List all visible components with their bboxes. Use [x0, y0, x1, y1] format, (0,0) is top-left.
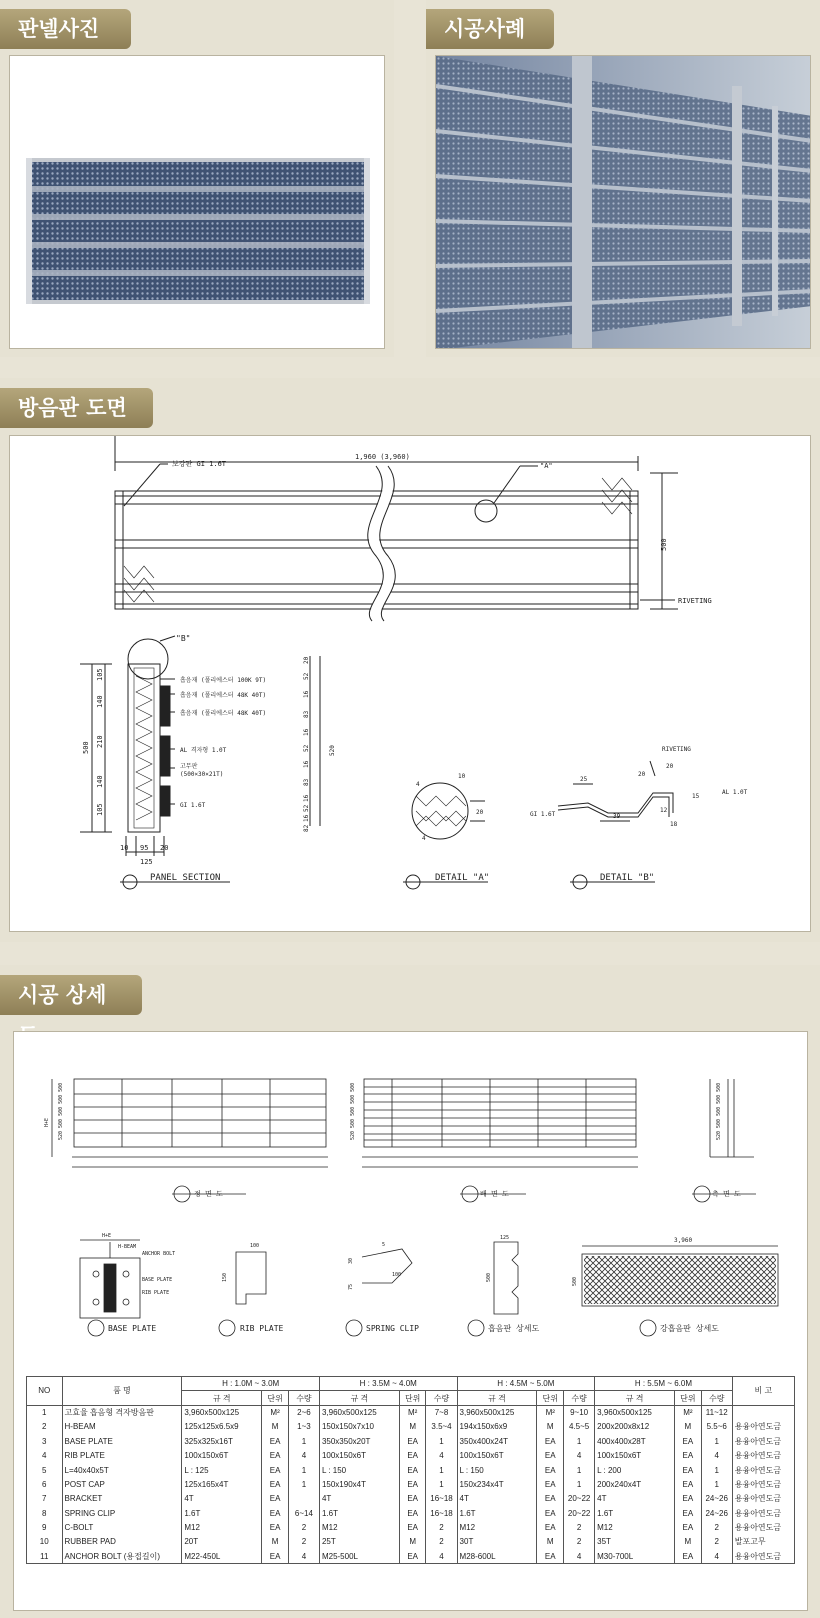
table-row	[27, 1520, 795, 1534]
group-header-4: H : 5.5M ~ 6.0M	[595, 1377, 733, 1391]
cell-qty: 24~26	[701, 1492, 732, 1506]
tab-panel-photo: 판넬사진	[0, 9, 131, 49]
cell-name: H-BEAM	[62, 1420, 182, 1434]
cell-unit: EA	[399, 1434, 426, 1448]
cell-unit: EA	[537, 1463, 564, 1477]
cell-spec: M12	[182, 1520, 262, 1534]
cell-qty: 1	[564, 1434, 595, 1448]
cell-qty: 2~6	[288, 1405, 319, 1419]
cell-unit: EA	[262, 1477, 289, 1491]
cell-spec: M30-700L	[595, 1549, 675, 1563]
cell-spec: 1.6T	[595, 1506, 675, 1520]
panel-dim-2: 500	[486, 1272, 492, 1282]
cell-spec: 1.6T	[457, 1506, 537, 1520]
mid-dim-2: 52	[303, 672, 310, 680]
cell-qty: 4.5~5	[564, 1420, 595, 1434]
cell-spec: 25T	[319, 1535, 399, 1549]
left-dim-1: 105	[96, 668, 104, 681]
mid-dim-1: 20	[303, 656, 310, 664]
clip-dim-4: 100	[392, 1272, 402, 1278]
cell-qty: 1	[701, 1463, 732, 1477]
left-dim-4: 140	[96, 775, 104, 788]
cell-qty: 1	[426, 1434, 457, 1448]
cell-qty: 1	[426, 1477, 457, 1491]
detail-b-dim-4: 20	[666, 763, 674, 770]
cell-spec: 350x400x24T	[457, 1434, 537, 1448]
panel-dim-1: 125	[500, 1235, 510, 1241]
table-row	[27, 1477, 795, 1491]
cell-spec: 200x240x4T	[595, 1477, 675, 1491]
cell-unit: EA	[399, 1448, 426, 1462]
cell-qty: 2	[288, 1520, 319, 1534]
cell-unit: EA	[675, 1549, 702, 1563]
header-name: 품 명	[62, 1377, 182, 1406]
cell-qty: 4	[288, 1549, 319, 1563]
left-total: 500	[82, 741, 90, 754]
mid-dim-7: 16	[303, 760, 310, 768]
tab-install-detail: 시공 상세	[0, 975, 142, 1015]
subheader-qty: 수량	[426, 1391, 457, 1405]
cell-name: C-BOLT	[62, 1520, 182, 1534]
cell-unit: EA	[675, 1506, 702, 1520]
long-panel-mesh	[584, 1256, 776, 1304]
install-detail-drawing	[14, 1032, 808, 1372]
cell-unit: M²	[537, 1405, 564, 1419]
mid-dim-8: 83	[303, 778, 310, 786]
cell-unit: M²	[399, 1405, 426, 1419]
cell-spec: 150x234x4T	[457, 1477, 537, 1491]
mid-dim-12: 82	[303, 824, 310, 832]
cell-no: 10	[27, 1535, 63, 1549]
section-label-3: 흡음재 (폴리에스터 48K 40T)	[180, 710, 267, 717]
detail-b-dim-7: 15	[692, 793, 700, 800]
table-row	[27, 1463, 795, 1477]
side-dims-back: 520 500 500 500 500	[350, 1082, 356, 1140]
clip-dim-2: 30	[348, 1257, 354, 1264]
cell-unit: EA	[262, 1506, 289, 1520]
gi-plate-label: 보강판 GI 1.6T	[172, 460, 227, 468]
subheader-qty: 수량	[701, 1391, 732, 1405]
cell-unit: M	[399, 1535, 426, 1549]
cell-name: ANCHOR BOLT (용접길이)	[62, 1549, 182, 1563]
section-label-4: AL 격자형 1.0T	[180, 747, 227, 754]
rib-dim-2: 150	[222, 1272, 228, 1282]
cell-unit: M	[537, 1420, 564, 1434]
rib-dim: 100	[250, 1243, 260, 1249]
cell-no: 4	[27, 1448, 63, 1462]
cell-unit: EA	[537, 1492, 564, 1506]
cell-name: POST CAP	[62, 1477, 182, 1491]
side-total-front: H+E	[44, 1117, 50, 1127]
mid-dim-10: 52	[303, 804, 310, 812]
cell-name: SPRING CLIP	[62, 1506, 182, 1520]
mid-dim-9: 16	[303, 794, 310, 802]
cell-qty: 4	[564, 1448, 595, 1462]
cell-spec: L : 125	[182, 1463, 262, 1477]
cell-note: 용융아연도금	[732, 1463, 794, 1477]
cell-unit: EA	[537, 1520, 564, 1534]
table-row	[27, 1492, 795, 1506]
cell-unit: EA	[399, 1506, 426, 1520]
cell-unit: EA	[537, 1434, 564, 1448]
cell-spec: 150x150x7x10	[319, 1420, 399, 1434]
cell-unit: EA	[262, 1492, 289, 1506]
group-header-3: H : 4.5M ~ 5.0M	[457, 1377, 595, 1391]
cell-spec: 3,960x500x125	[595, 1405, 675, 1419]
bottom-total: 125	[140, 858, 153, 866]
panel-photo-frame	[9, 55, 385, 349]
cell-qty: 4	[701, 1448, 732, 1462]
cell-qty: 9~10	[564, 1405, 595, 1419]
cell-spec: 1.6T	[319, 1506, 399, 1520]
install-case-image	[436, 56, 811, 349]
cell-spec: 3,960x500x125	[457, 1405, 537, 1419]
cell-qty: 16~18	[426, 1492, 457, 1506]
cell-qty: 2	[426, 1520, 457, 1534]
cell-spec: 35T	[595, 1535, 675, 1549]
detail-a-dim-3: 20	[476, 809, 484, 816]
install-case-frame	[435, 55, 811, 349]
cell-unit: M	[675, 1535, 702, 1549]
bottom-dim-1: 10	[120, 844, 129, 852]
cell-note: 용융아연도금	[732, 1492, 794, 1506]
cell-qty: 11~12	[701, 1405, 732, 1419]
detail-a-dim-4: 4	[422, 835, 426, 842]
detail-a-dim-1: 10	[458, 773, 466, 780]
detail-b-al-label: AL 1.0T	[722, 789, 748, 796]
subheader-unit: 단위	[675, 1391, 702, 1405]
cell-spec: 3,960x500x125	[319, 1405, 399, 1419]
cell-spec: 20T	[182, 1535, 262, 1549]
cell-unit: M	[537, 1535, 564, 1549]
base-text-1: H+E	[102, 1233, 112, 1239]
cell-spec: 150x190x4T	[319, 1477, 399, 1491]
panel-photo-image	[10, 56, 385, 349]
detail-b-dim-1: 25	[580, 776, 588, 783]
detail-a-dim-2: 4	[416, 781, 420, 788]
height-dimension: 500	[660, 538, 668, 551]
subheader-spec: 규 격	[319, 1391, 399, 1405]
cell-spec: 125x165x4T	[182, 1477, 262, 1491]
cell-qty: 2	[288, 1535, 319, 1549]
left-dim-3: 210	[96, 735, 104, 748]
cell-unit: EA	[537, 1549, 564, 1563]
cell-unit: EA	[399, 1520, 426, 1534]
table-row	[27, 1405, 795, 1419]
detail-b-marker: "B"	[176, 634, 191, 643]
title-detail-b: DETAIL "B"	[600, 873, 655, 883]
cell-qty	[288, 1492, 319, 1506]
cell-qty: 6~14	[288, 1506, 319, 1520]
title-detail-a: DETAIL "A"	[435, 873, 490, 883]
cell-no: 5	[27, 1463, 63, 1477]
cell-note	[732, 1405, 794, 1419]
cell-name: L=40x40x5T	[62, 1463, 182, 1477]
drawing-frame	[9, 435, 811, 932]
cell-spec: L : 200	[595, 1463, 675, 1477]
side-dims-side: 520 500 500 500 500	[716, 1082, 722, 1140]
subheader-unit: 단위	[399, 1391, 426, 1405]
cell-qty: 16~18	[426, 1506, 457, 1520]
table-row	[27, 1434, 795, 1448]
cell-note: 용융아연도금	[732, 1549, 794, 1563]
cell-no: 1	[27, 1405, 63, 1419]
table-row	[27, 1420, 795, 1434]
subheader-qty: 수량	[288, 1391, 319, 1405]
cell-spec: M12	[319, 1520, 399, 1534]
spec-table	[26, 1376, 795, 1564]
cell-note: 발포고무	[732, 1535, 794, 1549]
cell-spec: 1.6T	[182, 1506, 262, 1520]
section-label-2: 흡음재 (폴리에스터 48K 40T)	[180, 692, 267, 699]
cell-qty: 1	[288, 1463, 319, 1477]
detail-b-dim-6: 18	[670, 821, 678, 828]
cell-qty: 4	[426, 1549, 457, 1563]
label-long-panel: 강흡음판 상세도	[660, 1324, 719, 1333]
tab-drawing: 방음판 도면	[0, 388, 153, 428]
long-panel-dim-2: 500	[572, 1276, 578, 1286]
cell-unit: EA	[537, 1477, 564, 1491]
cell-spec: M25-500L	[319, 1549, 399, 1563]
cell-unit: M	[675, 1420, 702, 1434]
cell-spec: 4T	[319, 1492, 399, 1506]
title-panel-section: PANEL SECTION	[150, 873, 221, 883]
cell-unit: EA	[675, 1448, 702, 1462]
cell-qty: 1	[426, 1463, 457, 1477]
cell-note: 용융아연도금	[732, 1477, 794, 1491]
cell-spec: L : 150	[319, 1463, 399, 1477]
cell-unit: EA	[399, 1549, 426, 1563]
cell-unit: EA	[399, 1477, 426, 1491]
cell-unit: EA	[537, 1448, 564, 1462]
base-text-2: H-BEAM	[118, 1244, 137, 1250]
cell-qty: 4	[564, 1549, 595, 1563]
cell-note: 용융아연도금	[732, 1420, 794, 1434]
cell-unit: M	[262, 1535, 289, 1549]
cell-unit: EA	[675, 1477, 702, 1491]
section-label-1: 흡음재 (폴리에스터 100K 9T)	[180, 677, 267, 684]
cell-no: 7	[27, 1492, 63, 1506]
cell-no: 2	[27, 1420, 63, 1434]
cell-qty: 1	[701, 1477, 732, 1491]
cell-no: 11	[27, 1549, 63, 1563]
group-header-2: H : 3.5M ~ 4.0M	[319, 1377, 457, 1391]
cell-qty: 2	[564, 1520, 595, 1534]
cell-unit: M²	[675, 1405, 702, 1419]
cell-qty: 4	[288, 1448, 319, 1462]
mid-total: 520	[329, 745, 336, 756]
cell-unit: EA	[262, 1463, 289, 1477]
mid-dim-11: 16	[303, 814, 310, 822]
cell-spec: 400x400x28T	[595, 1434, 675, 1448]
cell-note: 용융아연도금	[732, 1506, 794, 1520]
cell-unit: EA	[262, 1520, 289, 1534]
cell-spec: 100x150x6T	[319, 1448, 399, 1462]
cell-unit: EA	[262, 1448, 289, 1462]
cell-name: 고효율 흡음형 격자방음판	[62, 1405, 182, 1419]
clip-dim-1: 5	[382, 1242, 386, 1248]
cell-spec: M12	[457, 1520, 537, 1534]
riveting-label: RIVETING	[678, 597, 712, 605]
cell-qty: 4	[701, 1549, 732, 1563]
table-row	[27, 1535, 795, 1549]
cell-qty: 20~22	[564, 1506, 595, 1520]
label-rib-plate: RIB PLATE	[240, 1324, 284, 1333]
cell-spec: 4T	[595, 1492, 675, 1506]
cell-unit: EA	[537, 1506, 564, 1520]
cell-no: 9	[27, 1520, 63, 1534]
cell-no: 8	[27, 1506, 63, 1520]
cell-spec: 3,960x500x125	[182, 1405, 262, 1419]
cell-qty: 2	[701, 1520, 732, 1534]
cell-spec: L : 150	[457, 1463, 537, 1477]
subheader-unit: 단위	[262, 1391, 289, 1405]
left-dim-2: 140	[96, 695, 104, 708]
section-label-7: GI 1.6T	[180, 802, 206, 809]
subheader-unit: 단위	[537, 1391, 564, 1405]
cell-spec: M28-600L	[457, 1549, 537, 1563]
cell-spec: 4T	[182, 1492, 262, 1506]
cell-spec: 100x150x6T	[457, 1448, 537, 1462]
cell-unit: EA	[675, 1463, 702, 1477]
group-header-1: H : 1.0M ~ 3.0M	[182, 1377, 320, 1391]
clip-dim-3: 75	[348, 1283, 354, 1290]
cell-qty: 2	[701, 1535, 732, 1549]
bottom-dim-3: 20	[160, 844, 169, 852]
detail-b-gi-label: GI 1.6T	[530, 811, 556, 818]
cell-unit: M	[262, 1420, 289, 1434]
cell-qty: 7~8	[426, 1405, 457, 1419]
cell-qty: 1	[564, 1463, 595, 1477]
view-side: 측 면 도	[712, 1190, 741, 1198]
cell-spec: 100x150x6T	[595, 1448, 675, 1462]
base-text-3: ANCHOR BOLT	[142, 1251, 176, 1257]
cell-qty: 5.5~6	[701, 1420, 732, 1434]
detail-b-dim-2: 39	[613, 813, 621, 820]
table-row	[27, 1506, 795, 1520]
cell-unit: M²	[262, 1405, 289, 1419]
width-dimension: 1,960 (3,960)	[355, 453, 410, 461]
view-back: 배 면 도	[480, 1190, 509, 1198]
cell-spec: 325x325x16T	[182, 1434, 262, 1448]
cell-unit: EA	[262, 1434, 289, 1448]
cell-qty: 1	[564, 1477, 595, 1491]
section-label-5: 고무판	[180, 763, 198, 770]
detail-b-dim-3: 20	[638, 771, 646, 778]
label-base-plate: BASE PLATE	[108, 1324, 157, 1333]
cell-name: RIB PLATE	[62, 1448, 182, 1462]
cell-unit: EA	[675, 1520, 702, 1534]
cell-spec: 125x125x6.5x9	[182, 1420, 262, 1434]
mid-dim-3: 16	[303, 690, 310, 698]
cell-qty: 1	[701, 1434, 732, 1448]
cell-no: 6	[27, 1477, 63, 1491]
view-front: 정 면 도	[194, 1190, 223, 1198]
bottom-dim-2: 95	[140, 844, 149, 852]
table-row	[27, 1448, 795, 1462]
cell-spec: 350x350x20T	[319, 1434, 399, 1448]
detail-b-riveting: RIVETING	[662, 746, 691, 753]
cell-spec: 200x200x8x12	[595, 1420, 675, 1434]
cell-note: 용융아연도금	[732, 1434, 794, 1448]
header-note: 비 고	[732, 1377, 794, 1406]
cell-qty: 3.5~4	[426, 1420, 457, 1434]
cell-name: BRACKET	[62, 1492, 182, 1506]
cell-qty: 24~26	[701, 1506, 732, 1520]
cell-qty: 2	[564, 1535, 595, 1549]
subheader-spec: 규 격	[457, 1391, 537, 1405]
tab-install-case: 시공사례	[426, 9, 554, 49]
cell-note: 용융아연도금	[732, 1448, 794, 1462]
cell-unit: EA	[399, 1463, 426, 1477]
detail-a-marker: "A"	[540, 462, 553, 470]
cell-unit: EA	[262, 1549, 289, 1563]
cell-spec: 100x150x6T	[182, 1448, 262, 1462]
side-dims-front: 520 500 500 500 500	[58, 1082, 64, 1140]
mid-dim-5: 16	[303, 728, 310, 736]
cell-qty: 1	[288, 1477, 319, 1491]
cell-spec: M22-450L	[182, 1549, 262, 1563]
subheader-spec: 규 격	[182, 1391, 262, 1405]
base-text-5: RIB PLATE	[142, 1290, 170, 1296]
cell-spec: M12	[595, 1520, 675, 1534]
cell-unit: EA	[675, 1492, 702, 1506]
subheader-spec: 규 격	[595, 1391, 675, 1405]
base-text-4: BASE PLATE	[142, 1277, 173, 1283]
cell-qty: 2	[426, 1535, 457, 1549]
detail-b-dim-5: 12	[660, 807, 668, 814]
cell-name: BASE PLATE	[62, 1434, 182, 1448]
cell-unit: EA	[399, 1492, 426, 1506]
cell-name: RUBBER PAD	[62, 1535, 182, 1549]
cell-unit: M	[399, 1420, 426, 1434]
noise-panel-drawing	[10, 436, 811, 932]
header-no: NO	[27, 1377, 63, 1406]
table-row	[27, 1549, 795, 1563]
cell-spec: 194x150x6x9	[457, 1420, 537, 1434]
cell-qty: 1	[288, 1434, 319, 1448]
long-panel-dim-1: 3,960	[674, 1237, 693, 1244]
mid-dim-6: 52	[303, 744, 310, 752]
cell-qty: 1~3	[288, 1420, 319, 1434]
cell-unit: EA	[675, 1434, 702, 1448]
left-dim-5: 105	[96, 803, 104, 816]
section-label-6: (500×30×21T)	[180, 771, 224, 778]
cell-qty: 20~22	[564, 1492, 595, 1506]
cell-spec: 30T	[457, 1535, 537, 1549]
subheader-qty: 수량	[564, 1391, 595, 1405]
cell-spec: 4T	[457, 1492, 537, 1506]
cell-note: 용융아연도금	[732, 1520, 794, 1534]
label-absorb-panel: 흡음판 상세도	[488, 1324, 540, 1333]
label-spring-clip: SPRING CLIP	[366, 1324, 419, 1333]
cell-qty: 4	[426, 1448, 457, 1462]
mid-dim-4: 83	[303, 710, 310, 718]
cell-no: 3	[27, 1434, 63, 1448]
